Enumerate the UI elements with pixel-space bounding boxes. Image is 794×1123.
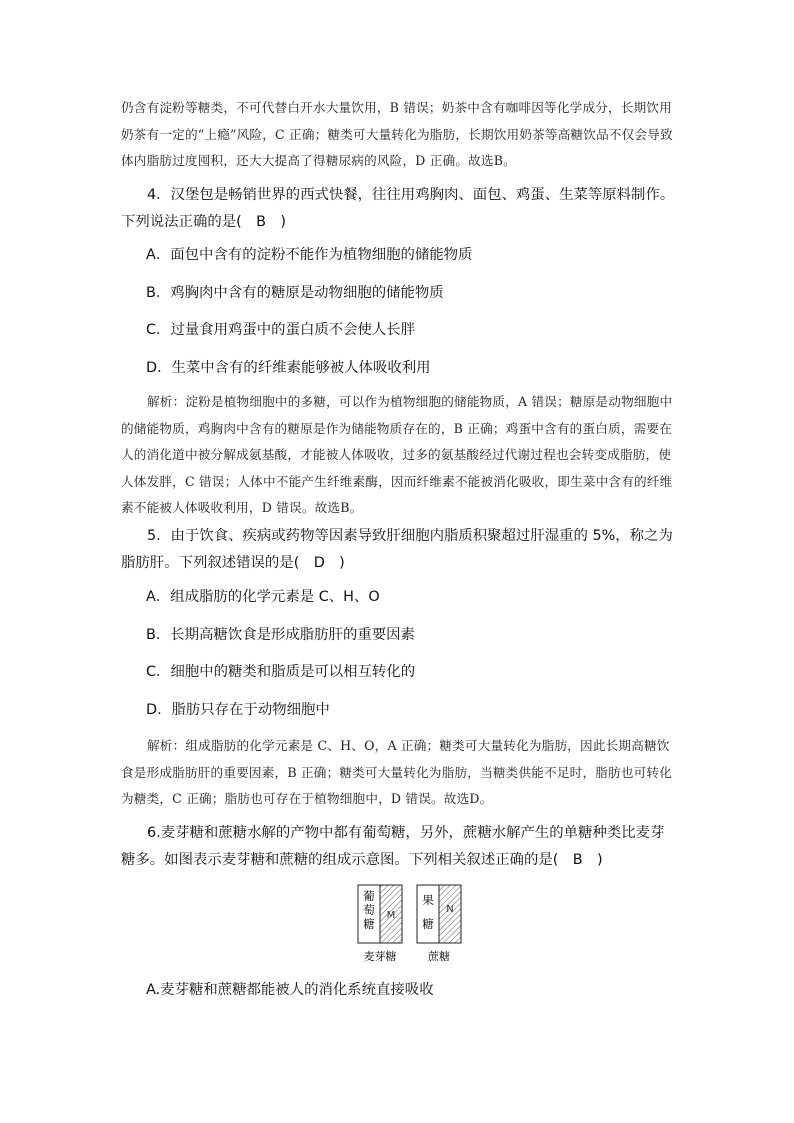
sucrose-diagram: [417, 885, 461, 963]
maltose-diagram: [358, 885, 402, 963]
q4-option-b: B．鸡胸肉中含有的糖原是动物细胞的储能物质: [146, 285, 444, 301]
q5-option-c: C．细胞中的糖类和脂质是可以相互转化的: [146, 664, 416, 680]
q4-option-a: A．面包中含有的淀粉不能作为植物细胞的储能物质: [146, 247, 473, 263]
question-4-explanation: [121, 389, 677, 522]
q5-option-b: B．长期高糖饮食是形成脂肪肝的重要因素: [146, 627, 415, 643]
explanation-q3-tail: 仍含有淀粉等糖类，不可代替白开水大量饮用，B 错误；奶茶中含有咖啡因等化学成分，长期饮用奶茶有一定的“上瘾”风险，C 正确；糖类可大量转化为脂肪，长期饮用奶茶等高糖饮品不仅会导致体内脂肪过度囤积，还大大提高了得糖尿病的风险，D 正确。故选B。: [121, 100, 673, 168]
q4-option-d: D．生菜中含有的纤维素能够被人体吸收利用: [146, 360, 431, 376]
question-6-text: 6.麦芽糖和蔗糖水解的产物中都有葡萄糖，另外，蔗糖水解产生的单糖种类比麦芽糖多。如图表示麦芽糖和蔗糖的组成示意图。下列相关叙述正确的是( B ): [121, 825, 665, 868]
sucrose-caption: 蔗糖: [428, 950, 450, 963]
q5-option-a: A．组成脂肪的化学元素是 C、H、O: [146, 589, 380, 605]
sucrose-n-label: N: [446, 904, 454, 915]
q4-option-c: C．过量食用鸡蛋中的蛋白质不会使人长胖: [146, 322, 416, 338]
question-4-stem: [121, 182, 677, 235]
maltose-caption: 麦芽糖: [363, 950, 397, 963]
question-4-text: 4．汉堡包是畅销世界的西式快餐，往往用鸡胸肉、面包、鸡蛋、生菜等原料制作。下列说法正确的是( B ): [121, 187, 675, 230]
q4-explanation-text: 解析：淀粉是植物细胞中的多糖，可以作为植物细胞的储能物质，A 错误；糖原是动物细胞中的储能物质，鸡胸肉中含有的糖原是作为储能物质存在的，B 正确；鸡蛋中含有的蛋白质，需要在人的消化道中被分解成氨基酸，才能被人体吸收，过多的氨基酸经过代谢过程也会转变成脂肪，使人体发胖，C 错误；人体中不能产生纤维素酶，因而纤维素不能被消化吸收，即生菜中含有的纤维素不能被人体吸收利用，D 错误。故选B。: [121, 394, 673, 515]
sugar-composition-figure: [355, 884, 465, 964]
q5-explanation-text: 解析：组成脂肪的化学元素是 C、H、O，A 正确；糖类可大量转化为脂肪，因此长期高糖饮食是形成脂肪肝的重要因素，B 正确；糖类可大量转化为脂肪，当糖类供能不足时，脂肪也可转化为糖类，C 正确；脂肪也可存在于植物细胞中，D 错误。故选D。: [121, 738, 672, 806]
q6-option-a: A.麦芽糖和蔗糖都能被人的消化系统直接吸收: [146, 982, 434, 998]
question-5-explanation: [121, 733, 677, 813]
maltose-box-label: 葡萄糖: [363, 889, 375, 931]
q5-option-d: D．脂肪只存在于动物细胞中: [146, 702, 330, 718]
question-5-text: 5．由于饮食、疾病或药物等因素导致肝细胞内脂质积聚超过肝湿重的 5%，称之为脂肪肝。下列叙述错误的是( D ): [121, 528, 673, 571]
question-6-stem: [121, 820, 677, 873]
question-5-stem: [121, 523, 677, 576]
maltose-m-label: M: [386, 910, 396, 921]
sucrose-box-label: 果糖: [422, 893, 434, 931]
